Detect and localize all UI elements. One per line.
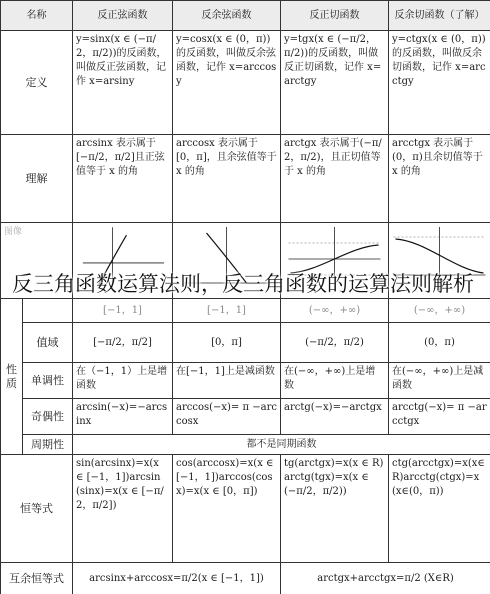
graph-arctan	[281, 223, 389, 299]
parity-arctan: arctg(−x)=−arctgx	[281, 399, 389, 435]
definition-arcsin: y=sinx(x ∈ (−π/2，π/2))的反函数，叫做反正弦函数，记作 x=arsiny	[73, 31, 173, 135]
arccos-graph	[173, 223, 280, 293]
monotonic-arccos: 在[−1，1]上是减函数	[173, 363, 281, 399]
properties-label: 性质	[1, 299, 23, 455]
understanding-arctan: arctgx 表示属于(−π/2，π/2)，且正切值等于 x 的角	[281, 135, 389, 223]
complement-sin-cos: arcsinx+arccosx=π/2(x ∈ [−1，1])	[73, 563, 281, 594]
understanding-arcsin: arcsinx 表示属于[−π/2，π/2]且正弦值等于 x 的角	[73, 135, 173, 223]
parity-arcsin: arcsin(−x)=−arcsinx	[73, 399, 173, 435]
arcsin-graph	[73, 223, 172, 293]
header-arctan: 反正切函数	[281, 1, 389, 31]
parity-label: 奇偶性	[23, 399, 73, 435]
identity-row	[1, 455, 490, 563]
domain-label	[23, 299, 73, 323]
period-value: 都不是同期函数	[73, 435, 490, 455]
graph-arcsin	[73, 223, 173, 299]
arctan-graph	[281, 223, 388, 293]
identity-arctan: tg(arctgx)=x(x ∈ R)arctg(tgx)=x(x ∈ (−π/2，π/2))	[281, 455, 389, 563]
header-arccot: 反余切函数（了解）	[389, 1, 490, 31]
understanding-label: 理解	[1, 135, 73, 223]
definition-arccos: y=cosx(x ∈ (0，π))的反函数，叫做反余弦函数，记作 x=arccosy	[173, 31, 281, 135]
range-arctan: (−π/2，π/2)	[281, 323, 389, 363]
header-row	[1, 1, 490, 31]
domain-arccos: [−1，1]	[173, 299, 281, 323]
definition-label: 定义	[1, 31, 73, 135]
graph-arccot	[389, 223, 490, 299]
parity-arccos: arccos(−x)= π −arccosx	[173, 399, 281, 435]
identity-arccot: ctg(arcctgx)=x(x∈R)arcctg(ctgx)=x(x∈(0，π))	[389, 455, 490, 563]
monotonic-row	[1, 363, 490, 399]
complement-tan-cot: arctgx+arcctgx=π/2 (X∈R)	[281, 563, 490, 594]
definition-arctan: y=tgx(x ∈ (−π/2，π/2))的反函数，叫做反正切函数，记作 x=arctgy	[281, 31, 389, 135]
understanding-row	[1, 135, 490, 223]
complement-label: 互余恒等式	[1, 563, 73, 594]
graph-label: 图像	[4, 227, 23, 237]
identity-label: 恒等式	[1, 455, 73, 563]
parity-arccot: arcctg(−x)= π −arcctgx	[389, 399, 490, 435]
domain-arcsin: [−1，1]	[73, 299, 173, 323]
identity-arccos: cos(arccosx)=x(x ∈ [−1，1])arccos(cosx)=x(x ∈ [0，π])	[173, 455, 281, 563]
monotonic-arcsin: 在（−1，1）上是增函数	[73, 363, 173, 399]
range-row	[1, 323, 490, 363]
graph-arccos	[173, 223, 281, 299]
header-arccos: 反余弦函数	[173, 1, 281, 31]
range-arccos: [0，π]	[173, 323, 281, 363]
header-arcsin: 反正弦函数	[73, 1, 173, 31]
definition-arccot: y=ctgx(x ∈ (0，π))的反函数，叫做反余切函数，记作 x=arcctgy	[389, 31, 490, 135]
parity-row	[1, 399, 490, 435]
graph-row	[1, 223, 490, 299]
period-label: 周期性	[23, 435, 73, 455]
header-name: 名称	[1, 1, 73, 31]
range-arcsin: [−π/2，π/2]	[73, 323, 173, 363]
arccot-graph	[389, 223, 490, 293]
range-arccot: (0，π)	[389, 323, 490, 363]
complement-row	[1, 563, 490, 594]
overlay-title: 反三角函数运算法则，反三角函数的运算法则解析	[12, 272, 474, 296]
domain-arctan: (−∞，+∞)	[281, 299, 389, 323]
monotonic-arccot: 在(−∞，+∞)上是减函数	[389, 363, 490, 399]
definition-row	[1, 31, 490, 135]
graph-label-cell	[1, 223, 73, 299]
monotonic-label: 单调性	[23, 363, 73, 399]
understanding-arccot: arcctgx 表示属于(0，π)且余切值等于 x 的角	[389, 135, 490, 223]
domain-arccot: (−∞，+∞)	[389, 299, 490, 323]
domain-row	[1, 299, 490, 323]
range-label: 值域	[23, 323, 73, 363]
identity-arcsin: sin(arcsinx)=x(x ∈ [−1，1])arcsin(sinx)=x(x ∈ [−π/2，π/2])	[73, 455, 173, 563]
period-row	[1, 435, 490, 455]
monotonic-arctan: 在(−∞，+∞)上是增数	[281, 363, 389, 399]
understanding-arccos: arccosx 表示属于[0，π]，且余弦值等于 x 的角	[173, 135, 281, 223]
